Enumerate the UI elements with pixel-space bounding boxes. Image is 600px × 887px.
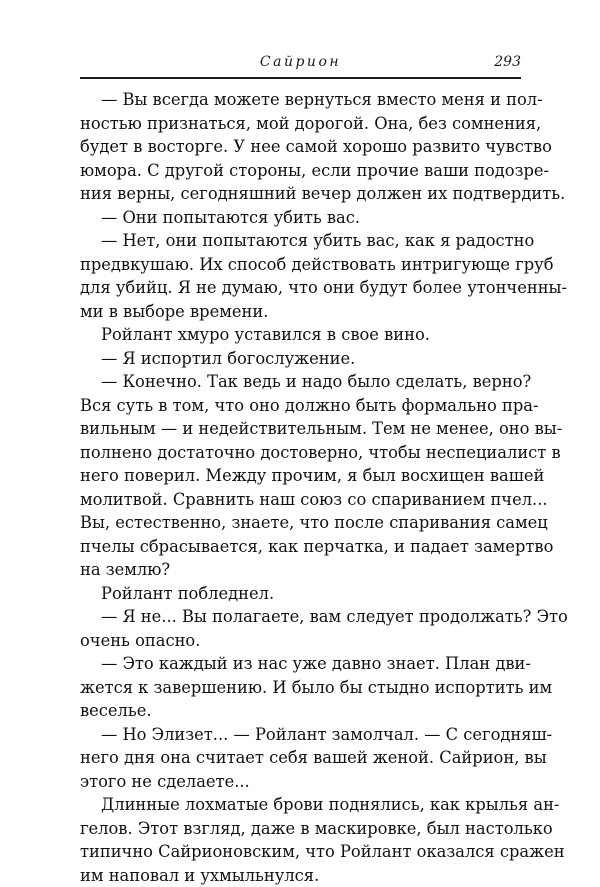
text-line: — Нет, они попытаются убить вас, как я радостно [80,229,521,253]
text-line: Вы, естественно, знаете, что после спаривания самец [80,511,521,535]
text-line: Ройлант хмуро уставился в свое вино. [80,323,521,347]
text-line: для убийц. Я не думаю, что они будут более утонченны- [80,276,521,300]
text-line: пчелы сбрасывается, как перчатка, и падает замертво [80,535,521,559]
text-line: него дня она считает себя вашей женой. Сайрион, вы [80,746,521,770]
text-line: юмора. С другой стороны, если прочие ваши подозре- [80,159,521,183]
text-line: этого не сделаете... [80,770,521,794]
text-line: полнено достаточно достоверно, чтобы неспециалист в [80,441,521,465]
text-line: — Это каждый из нас уже давно знает. План дви- [80,652,521,676]
text-line: предвкушаю. Их способ действовать интригующе груб [80,253,521,277]
text-line: очень опасно. [80,629,521,653]
text-line: вильным — и недействительным. Тем не менее, оно вы- [80,417,521,441]
text-line: молитвой. Сравнить наш союз со спариванием пчел... [80,488,521,512]
header-rule [80,77,521,79]
text-line: типично Сайрионовским, что Ройлант оказался сражен [80,840,521,864]
text-line: него поверил. Между прочим, я был восхищен вашей [80,464,521,488]
text-line: гелов. Этот взгляд, даже в маскировке, был настолько [80,817,521,841]
text-line: — Вы всегда можете вернуться вместо меня и пол- [80,88,521,112]
text-line: им наповал и ухмыльнулся. [80,864,521,887]
text-line: Вся суть в том, что оно должно быть формально пра- [80,394,521,418]
text-line: — Конечно. Так ведь и надо было сделать, верно? [80,370,521,394]
text-line: ния верны, сегодняшний вечер должен их подтвердить. [80,182,521,206]
running-head [80,54,521,76]
text-line: — Я испортил богослужение. [80,347,521,371]
text-line: будет в восторге. У нее самой хорошо развито чувство [80,135,521,159]
text-line: веселье. [80,699,521,723]
text-line: — Они попытаются убить вас. [80,206,521,230]
text-line: жется к завершению. И было бы стыдно испортить им [80,676,521,700]
text-line: ми в выборе времени. [80,300,521,324]
text-line: на землю? [80,558,521,582]
text-line: Длинные лохматые брови поднялись, как крылья ан- [80,793,521,817]
page-number: 293 [494,54,521,70]
text-line: ностью признаться, мой дорогой. Она, без сомнения, [80,112,521,136]
text-line: — Я не... Вы полагаете, вам следует продолжать? Это [80,605,521,629]
text-line: Ройлант побледнел. [80,582,521,606]
text-line: — Но Элизет... — Ройлант замолчал. — С сегодняш- [80,723,521,747]
body-text [80,88,521,887]
running-title: Сайрион [80,54,521,70]
